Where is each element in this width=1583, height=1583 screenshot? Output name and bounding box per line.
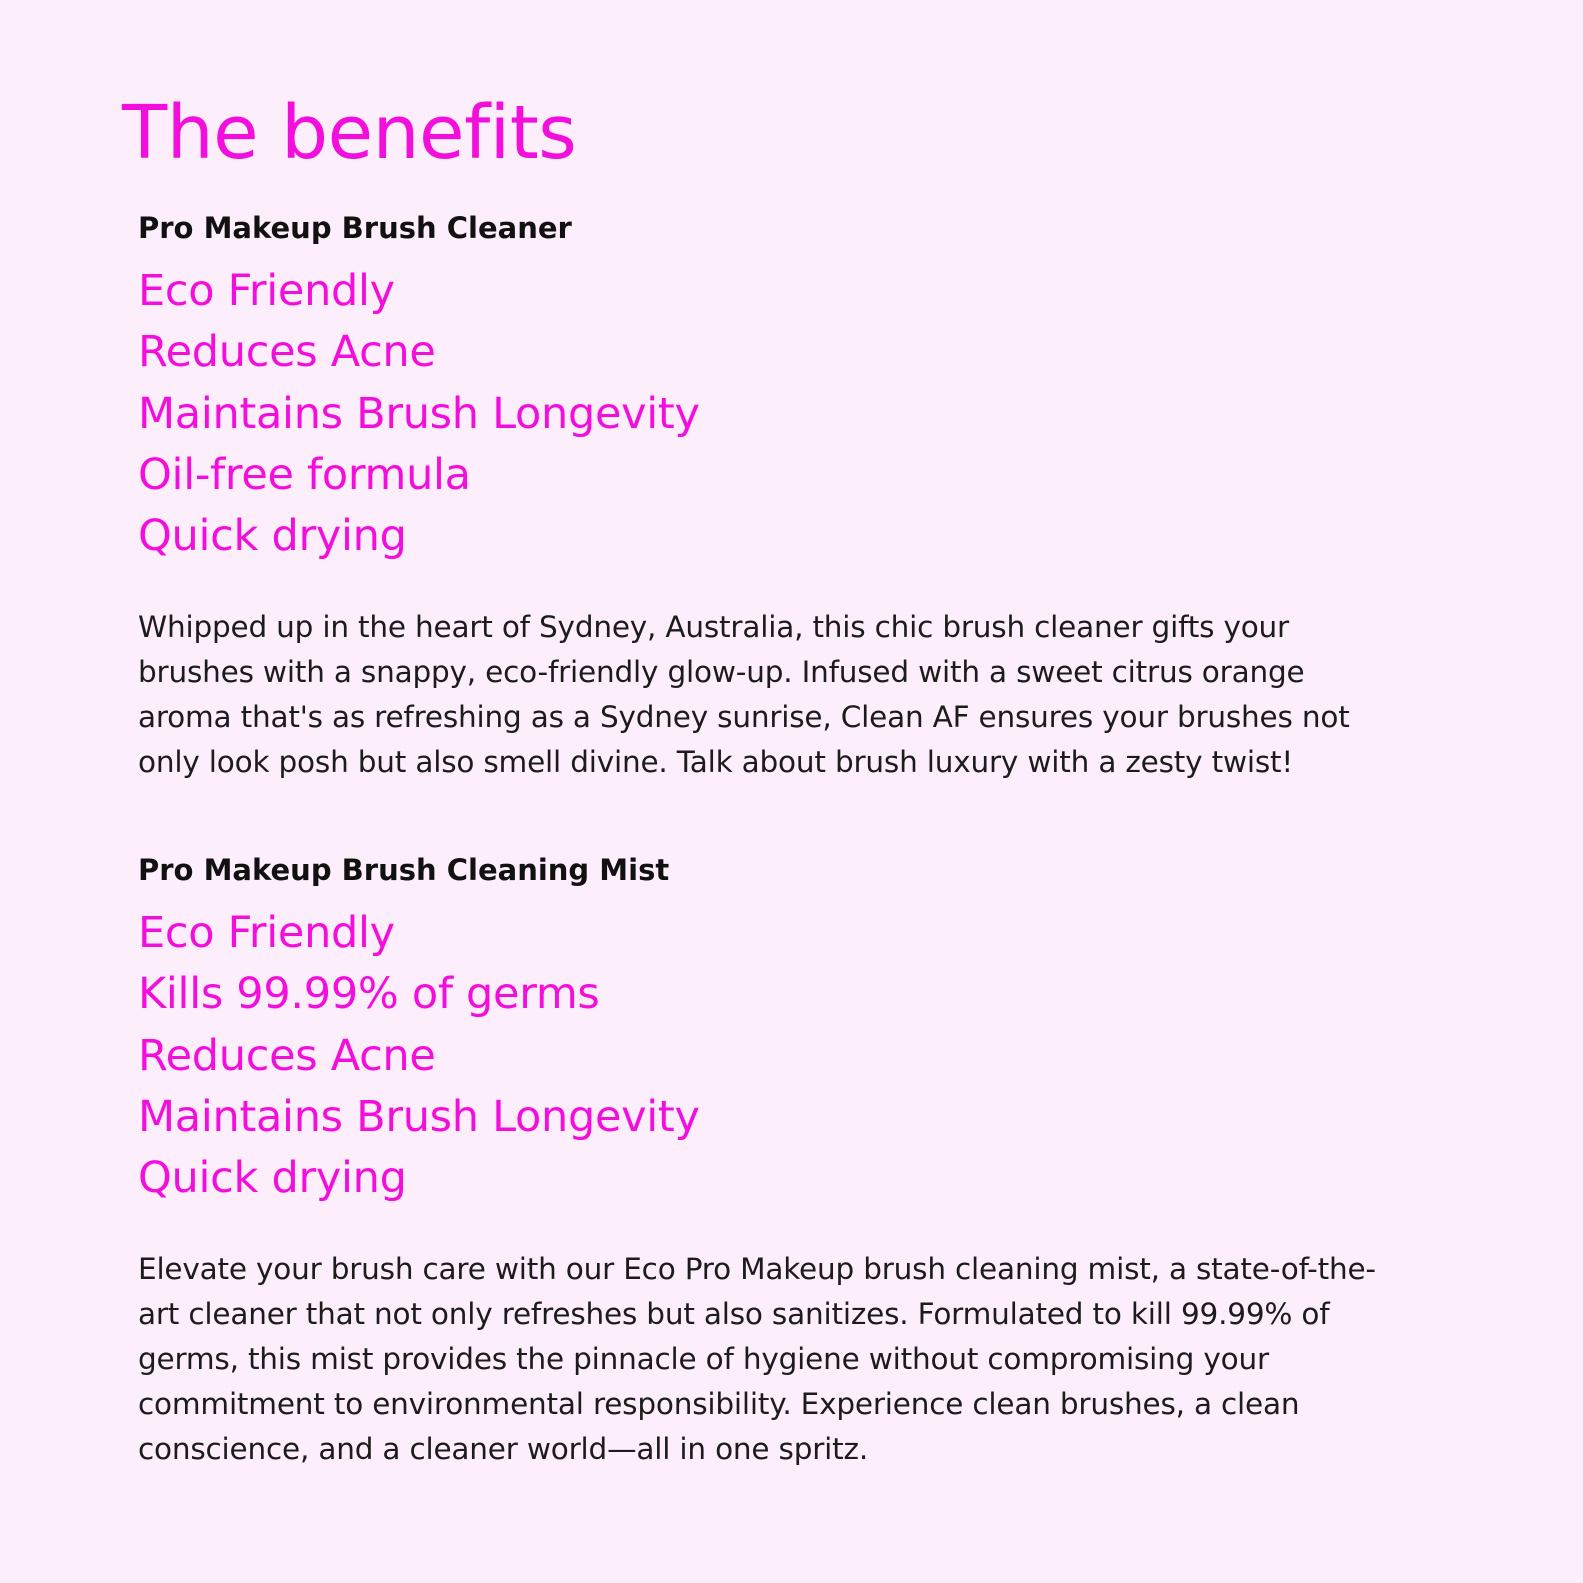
product-section-brush-cleaner [138, 205, 1468, 785]
description-line: Whipped up in the heart of Sydney, Australia, this chic brush cleaner gifts your [138, 610, 1289, 645]
description-line: art cleaner that not only refreshes but also sanitizes. Formulated to kill 99.99% of [138, 1297, 1330, 1332]
benefit-item: Quick drying [138, 511, 407, 562]
benefit-item: Maintains Brush Longevity [138, 388, 700, 439]
benefit-list [138, 261, 1468, 567]
product-name: Pro Makeup Brush Cleaner [138, 211, 572, 245]
benefit-item: Eco Friendly [138, 908, 395, 958]
benefit-item: Kills 99.99% of germs [138, 969, 600, 1020]
product-description [138, 1247, 1468, 1472]
benefit-item: Eco Friendly [138, 266, 395, 316]
benefit-item: Quick drying [138, 1153, 407, 1204]
product-description [138, 605, 1468, 785]
description-line: germs, this mist provides the pinnacle of hygiene without compromising your [138, 1342, 1269, 1377]
benefit-list [138, 903, 1468, 1209]
description-line: only look posh but also smell divine. Talk about brush luxury with a zesty twist! [138, 745, 1294, 780]
product-section-cleaning-mist [138, 847, 1468, 1472]
page-title: The benefits [122, 90, 577, 176]
description-line: Elevate your brush care with our Eco Pro Makeup brush cleaning mist, a state-of-the- [138, 1252, 1376, 1287]
description-line: conscience, and a cleaner world—all in one spritz. [138, 1432, 869, 1467]
description-line: brushes with a snappy, eco-friendly glow-up. Infused with a sweet citrus orange [138, 655, 1305, 690]
benefit-item: Reduces Acne [138, 327, 436, 378]
benefit-item: Oil-free formula [138, 449, 471, 500]
description-line: aroma that's as refreshing as a Sydney sunrise, Clean AF ensures your brushes not [138, 700, 1350, 735]
description-line: commitment to environmental responsibility. Experience clean brushes, a clean [138, 1387, 1300, 1422]
benefit-item: Reduces Acne [138, 1030, 436, 1081]
product-name: Pro Makeup Brush Cleaning Mist [138, 853, 670, 887]
benefit-item: Maintains Brush Longevity [138, 1091, 700, 1142]
